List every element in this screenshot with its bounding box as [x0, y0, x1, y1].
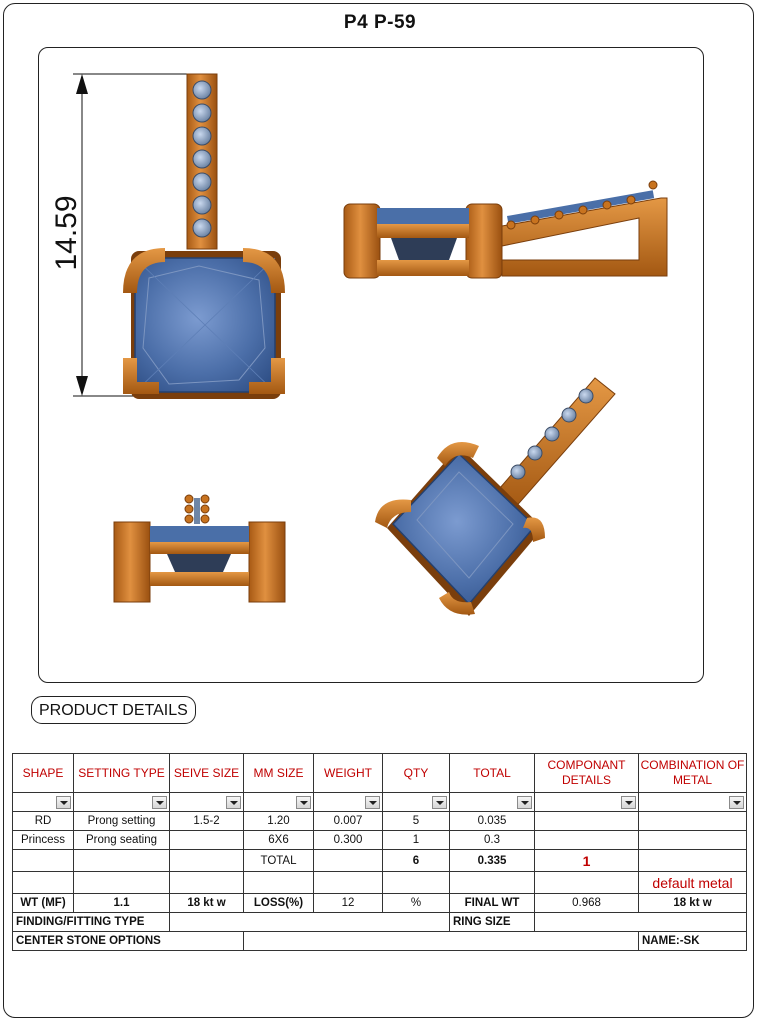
cell-shape: Princess — [13, 831, 74, 850]
cell-total: 0.3 — [450, 831, 535, 850]
perspective-view — [375, 378, 615, 616]
cell-seive-size — [170, 831, 244, 850]
filter-active-icon[interactable] — [432, 796, 447, 809]
percent-sign: % — [383, 894, 450, 913]
top-view — [114, 495, 285, 602]
total-qty: 6 — [383, 850, 450, 872]
ring-size-label: RING SIZE — [450, 913, 535, 932]
header-mm-size: MM SIZE — [244, 754, 314, 793]
metal-kt: 18 kt w — [170, 894, 244, 913]
cell-component — [535, 812, 639, 831]
header-setting-type: SETTING TYPE — [74, 754, 170, 793]
total-row — [13, 850, 747, 872]
component-count: 1 — [535, 850, 639, 872]
total-weight: 0.335 — [450, 850, 535, 872]
cell-setting-type: Prong seating — [74, 831, 170, 850]
wt-label: WT (MF) — [13, 894, 74, 913]
header-seive-size: SEIVE SIZE — [170, 754, 244, 793]
center-stone-row — [13, 932, 747, 951]
cell-component — [535, 831, 639, 850]
cell-setting-type: Prong setting — [74, 812, 170, 831]
loss-value: 12 — [314, 894, 383, 913]
final-metal: 18 kt w — [639, 894, 747, 913]
filter-dropdown-icon[interactable] — [226, 796, 241, 809]
cell-seive-size: 1.5-2 — [170, 812, 244, 831]
header-qty: QTY — [383, 754, 450, 793]
filter-row — [13, 793, 747, 812]
center-stone-value[interactable] — [244, 932, 639, 951]
filter-active-icon[interactable] — [517, 796, 532, 809]
page-title: P4 P-59 — [343, 12, 417, 33]
cell-metal — [639, 812, 747, 831]
filter-dropdown-icon[interactable] — [296, 796, 311, 809]
dimension-label: 14.59 — [50, 195, 83, 271]
cell-mm-size: 1.20 — [244, 812, 314, 831]
ring-size-value[interactable] — [535, 913, 747, 932]
center-stone-label: CENTER STONE OPTIONS — [13, 932, 244, 951]
finding-value[interactable] — [170, 913, 450, 932]
weight-row — [13, 894, 747, 913]
header-component-details: COMPONANT DETAILS — [535, 754, 639, 793]
total-label: TOTAL — [244, 850, 314, 872]
cell-metal — [639, 831, 747, 850]
header-shape: SHAPE — [13, 754, 74, 793]
metal-row — [13, 872, 747, 894]
cell-weight: 0.300 — [314, 831, 383, 850]
cell-qty: 1 — [383, 831, 450, 850]
product-details-label: PRODUCT DETAILS — [31, 696, 196, 724]
pendant-renders — [39, 48, 704, 683]
render-frame — [38, 47, 704, 683]
finding-row — [13, 913, 747, 932]
loss-label: LOSS(%) — [244, 894, 314, 913]
final-wt-value: 0.968 — [535, 894, 639, 913]
header-weight: WEIGHT — [314, 754, 383, 793]
header-total: TOTAL — [450, 754, 535, 793]
side-view — [344, 181, 667, 278]
final-wt-label: FINAL WT — [450, 894, 535, 913]
table-row — [13, 831, 747, 850]
cell-qty: 5 — [383, 812, 450, 831]
name-label: NAME:-SK — [639, 932, 747, 951]
filter-dropdown-icon[interactable] — [56, 796, 71, 809]
product-details-table — [12, 753, 747, 951]
filter-dropdown-icon[interactable] — [621, 796, 636, 809]
table-row — [13, 812, 747, 831]
front-view — [123, 74, 285, 399]
cell-shape: RD — [13, 812, 74, 831]
header-combination-of-metal: COMBINATION OF METAL — [639, 754, 747, 793]
wt-value: 1.1 — [74, 894, 170, 913]
filter-dropdown-icon[interactable] — [729, 796, 744, 809]
filter-dropdown-icon[interactable] — [365, 796, 380, 809]
cell-weight: 0.007 — [314, 812, 383, 831]
filter-dropdown-icon[interactable] — [152, 796, 167, 809]
default-metal: default metal — [639, 872, 747, 894]
cell-total: 0.035 — [450, 812, 535, 831]
finding-label: FINDING/FITTING TYPE — [13, 913, 170, 932]
cell-mm-size: 6X6 — [244, 831, 314, 850]
